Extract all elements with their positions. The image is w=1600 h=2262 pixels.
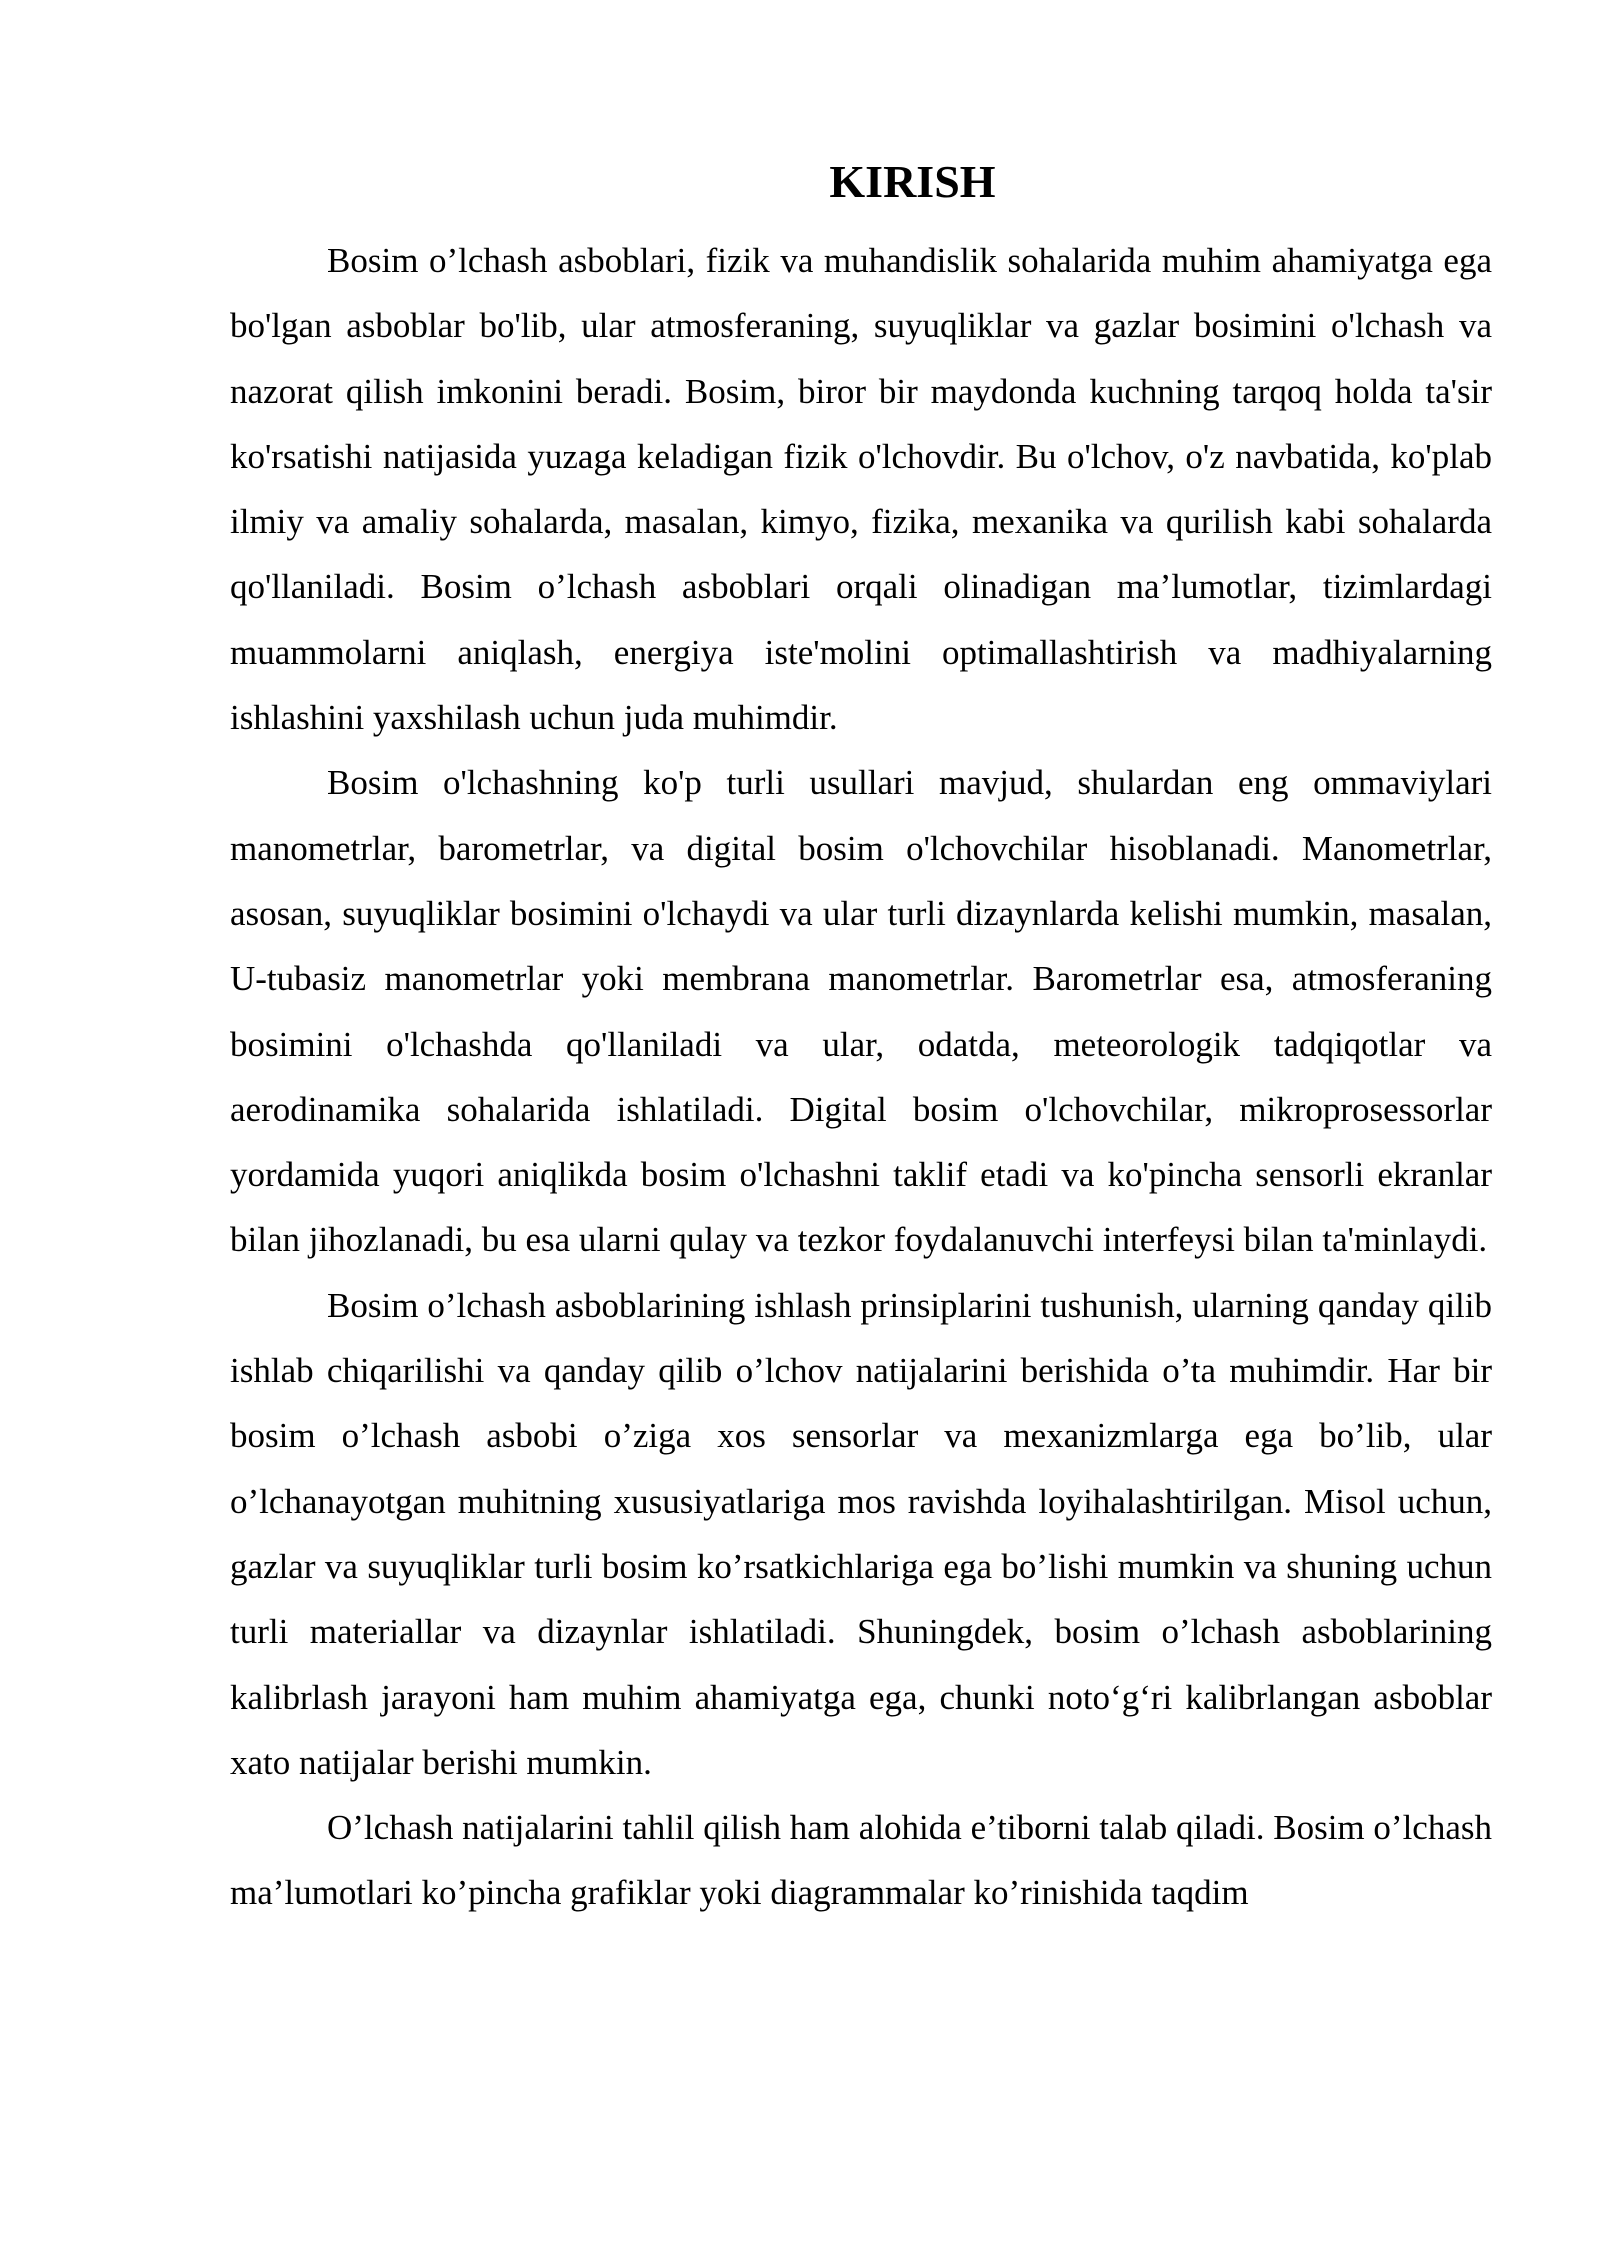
paragraph-4: O’lchash natijalarini tahlil qilish ham alohida e’tiborni talab qiladi. Bosim o’lchash ma’lumotlari ko’pincha grafiklar yoki diagrammalar ko’rinishida taqdim bbox=[230, 1808, 1492, 1913]
paragraph-1: Bosim o’lchash asboblari, fizik va muhandislik sohalarida muhim ahamiyatga ega bo'lgan asboblar bo'lib, ular atmosferaning, suyuqliklar va gazlar bosimini o'lchash va nazorat qilish imkonini beradi. Bosim, biror bir maydonda kuchning tarqoq holda ta'sir ko'rsatishi natijasida yuzaga keladigan fizik o'lchovdir. Bu o'lchov, o'z navbatida, ko'plab ilmiy va amaliy sohalarda, masalan, kimyo, fizika, mexanika va qurilish kabi sohalarda qo'llaniladi. Bosim o’lchash asboblari orqali olinadigan ma’lumotlar, tizimlardagi muammolarni aniqlash, energiya iste'molini optimallashtirish va madhiyalarning ishlashini yaxshilash uchun juda muhimdir. bbox=[230, 241, 1492, 738]
paragraph-3: Bosim o’lchash asboblarining ishlash prinsiplarini tushunish, ularning qanday qilib ishlab chiqarilishi va qanday qilib o’lchov natijalarini berishida o’ta muhimdir. Har bir bosim o’lchash asbobi o’ziga xos sensorlar va mexanizmlarga ega bo’lib, ular o’lchanayotgan muhitning xususiyatlariga mos ravishda loyihalashtirilgan. Misol uchun, gazlar va suyuqliklar turli bosim ko’rsatkichlariga ega bo’lishi mumkin va shuning uchun turli materiallar va dizaynlar ishlatiladi. Shuningdek, bosim o’lchash asboblarining kalibrlash jarayoni ham muhim ahamiyatga ega, chunki noto‘g‘ri kalibrlangan asboblar xato natijalar berishi mumkin. bbox=[230, 1285, 1492, 1782]
paragraph-2: Bosim o'lchashning ko'p turli usullari mavjud, shulardan eng ommaviylari manometrlar, barometrlar, va digital bosim o'lchovchilar hisoblanadi. Manometrlar, asosan, suyuqliklar bosimini o'lchaydi va ular turli dizaynlarda kelishi mumkin, masalan, U-tubasiz manometrlar yoki membrana manometrlar. Barometrlar esa, atmosferaning bosimini o'lchashda qo'llaniladi va ular, odatda, meteorologik tadqiqotlar va aerodinamika sohalarida ishlatiladi. Digital bosim o'lchovchilar, mikroprosessorlar yordamida yuqori aniqlikda bosim o'lchashni taklif etadi va ko'pincha sensorli ekranlar bilan jihozlanadi, bu esa ularni qulay va tezkor foydalanuvchi interfeysi bilan ta'minlaydi. bbox=[230, 763, 1492, 1260]
body-text bbox=[230, 228, 1492, 1926]
page-title: KIRISH bbox=[829, 156, 996, 207]
